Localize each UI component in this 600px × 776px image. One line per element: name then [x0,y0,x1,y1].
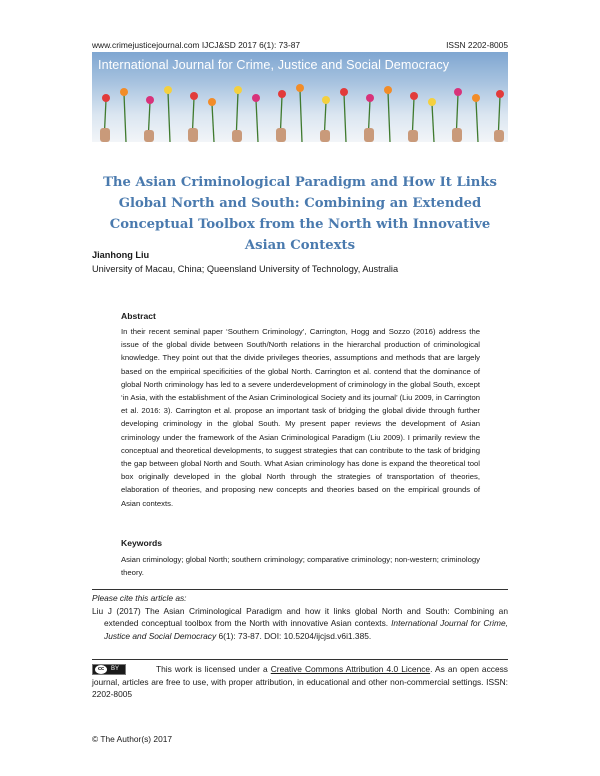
by-icon: BY [111,666,120,673]
license-statement [92,663,508,701]
cc-icon: cc [95,665,107,674]
abstract-text: In their recent seminal paper ‘Southern Criminology’, Carrington, Hogg and Sozzo (2016) address the issue of the global divide between South/North relations in the hierarchal production of criminological knowledge. They point out that the divide privileges theories, assumptions and methods that are largely based on the empirical specificities of the global North. Carrington et al. contend that the dominance of global North criminology has led to a severe underdevelopment of criminology in the global South, except ‘in Asia, with the establishment of the Asian Criminological Society and its journal’ (Liu 2009, in Carrington et al. 2016: 3). Carrington et al. propose an important task of bridging the global divide through further developing criminology in the global South. My present paper reviews the development of Asian criminology under the framework of the Asian Criminological Paradigm (Liu 2009). I primarily review the conceptual and theoretical developments, to suggest strategies that can contribute to the task of bridging the gap between global North and South. What Asian criminology has done is expand the theoretical tool box originally developed in the global North through the strategies of transportation of theories, elaboration of theories, and proposing new concepts and theories based on the empirical grounds of Asian contexts. [121,327,480,508]
citation-authors-title: Liu J (2017) The Asian Criminological Paradigm and how it links global North and South: Combining an extended conceptual toolbox from the North with innovative Asian contexts. [92,605,508,628]
author-name: Jianhong Liu [92,250,150,260]
keywords-text: Asian criminology; global North; southern criminology; comparative criminology; non-western; criminology theory. [121,555,480,578]
cc-by-badge [92,664,126,675]
journal-banner [92,52,508,142]
license-text-start: This work is licensed under a [156,664,271,674]
journal-citation-line: www.crimejusticejournal.com IJCJ&SD 2017 6(1): 73-87 [92,40,301,50]
keywords-heading: Keywords [121,538,163,548]
citation-volume-doi: 6(1): 73-87. DOI: 10.5204/ijcjsd.v6i1.385. [216,630,372,641]
journal-name: International Journal for Crime, Justice and Social Democracy [98,58,450,72]
issn-line: ISSN 2202-8005 [446,40,508,50]
license-link[interactable]: Creative Commons Attribution 4.0 Licence [270,664,431,674]
running-head [92,40,508,50]
abstract-heading: Abstract [121,311,156,321]
citation-journal: International Journal for Crime, Justice and Social Democracy [104,618,508,641]
author-affiliation: University of Macau, China; Queensland University of Technology, Australia [92,264,399,274]
citation-text [92,605,508,643]
paper-title: The Asian Criminological Paradigm and How It Links Global North and South: Combining an Extended Conceptual Toolbox from the North with Innovative Asian Contexts [103,175,497,253]
citation-box [92,589,508,660]
license-text-end: . As an open access journal, articles are free to use, with proper attribution, in educational and other non-commercial settings. ISSN: 2202-8005 [92,664,508,700]
copyright-notice: © The Author(s) 2017 [92,734,173,744]
citation-label: Please cite this article as: [92,593,187,603]
